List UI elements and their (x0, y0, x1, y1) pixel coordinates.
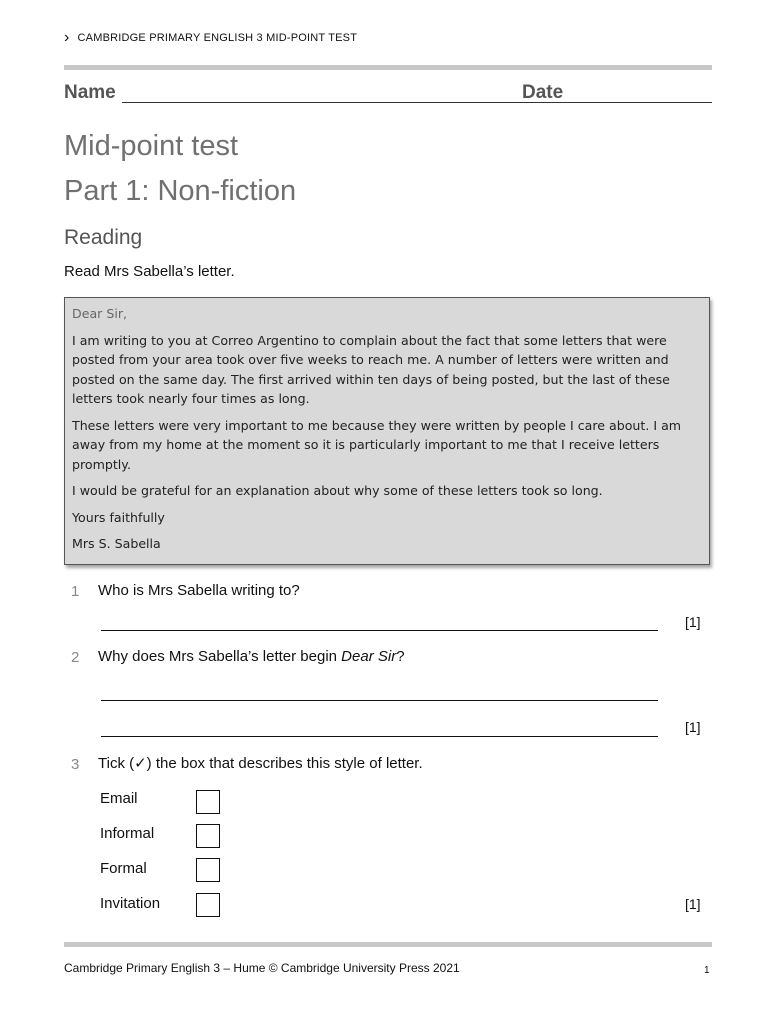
question-3-marks: [1] (685, 896, 701, 912)
question-3-text: Tick (✓) the box that describes this style of letter. (98, 755, 423, 772)
name-field[interactable] (122, 102, 584, 103)
letter-paragraph: I would be grateful for an explanation about why some of these letters took so long. (72, 483, 603, 498)
date-field[interactable] (569, 102, 712, 103)
option-formal-label: Formal (100, 860, 147, 877)
question-1-answer-line[interactable] (101, 630, 658, 631)
instruction-text: Read Mrs Sabella’s letter. (64, 263, 235, 280)
section-title: Reading (64, 226, 143, 249)
question-2-italic-text: Dear Sir (341, 648, 397, 665)
letter-signature: Mrs S. Sabella (72, 536, 161, 551)
option-invitation-checkbox[interactable] (196, 893, 220, 917)
letter-paragraph: I am writing to you at Correo Argentino to complain about the fact that some letters that were posted from your area took over five weeks to reach me. A number of letters were written and posted on the same day. The first arrived within ten days of being posted, but the last of these letters took nearly four times as long. (72, 332, 670, 406)
question-2-answer-line-1[interactable] (101, 700, 658, 701)
chevron-right-icon: › (64, 29, 70, 46)
running-header (64, 30, 357, 46)
question-2-text (98, 648, 405, 665)
question-3-number: 3 (71, 756, 80, 773)
option-informal-label: Informal (100, 825, 155, 842)
footer-credit: Cambridge Primary English 3 – Hume © Cambridge University Press 2021 (64, 961, 460, 975)
letter-paragraph: These letters were very important to me because they were written by people I care about. I am away from my home at the moment so it is particularly important to me that I receive letters promptly. (72, 417, 682, 472)
page-number: 1 (704, 965, 710, 976)
name-date-row (64, 82, 712, 108)
date-label: Date (522, 82, 564, 103)
footer-rule (64, 942, 712, 947)
question-1-number: 1 (71, 583, 80, 600)
question-2-text-end: ? (396, 648, 405, 665)
letter-greeting: Dear Sir, (72, 306, 128, 321)
letter-signoff: Yours faithfully (72, 509, 165, 525)
name-label: Name (64, 82, 116, 103)
option-formal-checkbox[interactable] (196, 858, 220, 882)
question-1-marks: [1] (685, 614, 701, 630)
series-title: CAMBRIDGE PRIMARY ENGLISH 3 MID-POINT TEST (77, 32, 358, 44)
question-1-text: Who is Mrs Sabella writing to? (98, 582, 300, 599)
part-title: Part 1: Non-fiction (64, 175, 297, 207)
option-invitation-label: Invitation (100, 895, 161, 912)
letter-box (64, 297, 710, 565)
option-email-checkbox[interactable] (196, 790, 220, 814)
header-rule (64, 65, 712, 70)
question-2-text-part: Why does Mrs Sabella’s letter begin (98, 648, 342, 665)
question-2-number: 2 (71, 649, 80, 666)
test-title: Mid-point test (64, 130, 239, 162)
question-2-marks: [1] (685, 719, 701, 735)
option-email-label: Email (100, 790, 138, 807)
option-informal-checkbox[interactable] (196, 824, 220, 848)
question-2-answer-line-2[interactable] (101, 736, 658, 737)
